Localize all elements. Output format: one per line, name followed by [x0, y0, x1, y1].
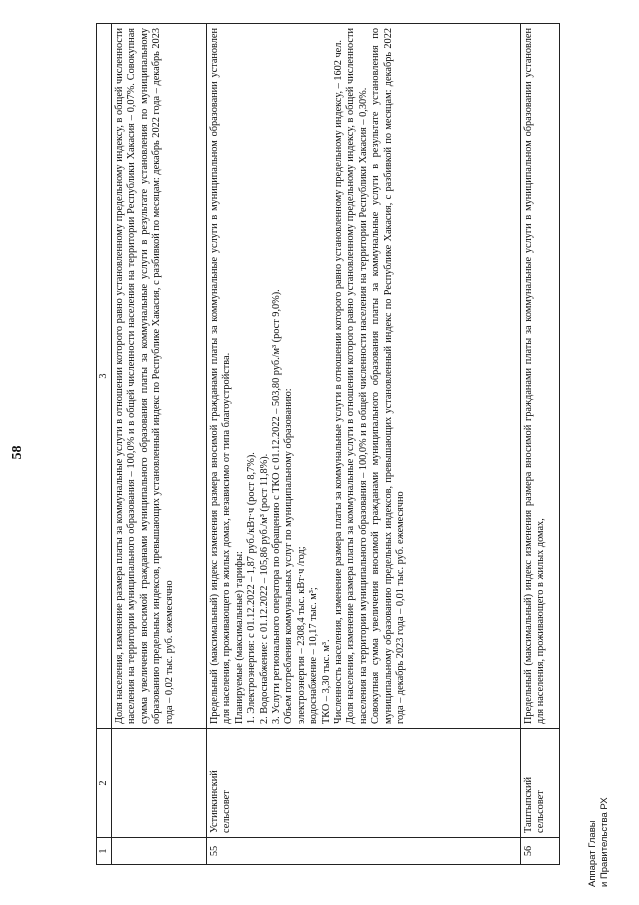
footer-line: и Правительства РХ: [599, 797, 610, 887]
paragraph: 1. Электроэнергия: с 01.12.2022 – 1,87 руб./кВт·ч (рост 8,7%).: [246, 452, 258, 724]
footer-line: Аппарат Главы: [587, 820, 598, 887]
row-number: 55: [207, 838, 521, 865]
page-number: 58: [10, 445, 25, 460]
paragraph: Доля населения, изменение размера платы за коммунальные услуги в отношении которого равно установленному предельному индексу, в общей численности населения на территории муниципального образования – 100,0% и в общей численности населения на территории Республики Хакасия – 0,30%.: [345, 28, 369, 724]
table-header-row: [97, 24, 112, 865]
paragraph: водоснабжение – 10,17 тыс. м³;: [308, 587, 320, 724]
paragraph: электроэнергия – 2308,4 тыс. кВт·ч /год;: [295, 546, 307, 724]
paragraph: Предельный (максимальный) индекс изменения размера вносимой гражданами платы за коммунальные услуги в муниципальном образовании установлен для населения, проживающего в жилых домах,: [523, 28, 547, 724]
footer-stamp: [587, 797, 611, 887]
paragraph: Совокупная сумма увеличения вносимой гражданами муниципального образования платы за коммунальные услуги в результате установления по муниципальному образованию предельных индексов, превышающих установленный индекс по Республике Хакасия, с разбивкой по месяцам: декабрь 2022 года – декабрь 2023 года – 0,01 тыс. руб. ежемесячно: [370, 28, 407, 724]
row-description: [521, 24, 560, 729]
continuation-row: [112, 24, 207, 865]
tariff-table: [96, 23, 560, 865]
municipality-name: Устинкинский сельсовет: [207, 729, 521, 838]
paragraph: Предельный (максимальный) индекс изменения размера вносимой гражданами платы за коммунальные услуги в муниципальном образовании установлен для населения, проживающего в жилых домах, независимо от типа благоустройства.: [209, 28, 233, 724]
continuation-text: Доля населения, изменение размера платы за коммунальные услуги в отношении которого равно установленному предельному индексу, в общей численности населения на территории муниципального образования – 100,0% и в общей численности населения на территории Республики Хакасия – 0,07%. Совокупная сумма увеличения вносимой гражданами муниципального образования платы за коммунальные услуги в результате установления по муниципальному образованию предельных индексов, превышающих установленный индекс по Республике Хакасия, с разбивкой по месяцам: декабрь 2022 года – декабрь 2023 года – 0,02 тыс. руб. ежемесячно: [114, 28, 175, 724]
paragraph: 3. Услуги регионального оператора по обращению с ТКО с 01.12.2022 – 503,80 руб./м³ (рост 9,0%).: [271, 289, 283, 724]
paragraph: 2. Водоснабжение: с 01.12.2022 – 105,86 руб./м³ (рост 11,8%).: [258, 453, 270, 724]
table-row: [207, 24, 521, 865]
header-col-1: 1: [97, 838, 112, 865]
municipality-name: Таштыпский сельсовет: [521, 729, 560, 838]
row-description: [207, 24, 521, 729]
paragraph: Объем потребления коммунальных услуг по муниципальному образованию:: [283, 388, 295, 724]
paragraph: ТКО – 3,30 тыс. м³.: [320, 639, 332, 724]
paragraph: Численность населения, изменение размера платы за коммунальные услуги в отношении которого равно установленному предельному индексу, – 1602 чел.: [333, 40, 345, 724]
row-number: 56: [521, 838, 560, 865]
paragraph: Планируемые (максимальные) тарифы:: [233, 551, 245, 724]
table-row: [521, 24, 560, 865]
header-col-3: 3: [97, 24, 112, 729]
header-col-2: 2: [97, 729, 112, 838]
